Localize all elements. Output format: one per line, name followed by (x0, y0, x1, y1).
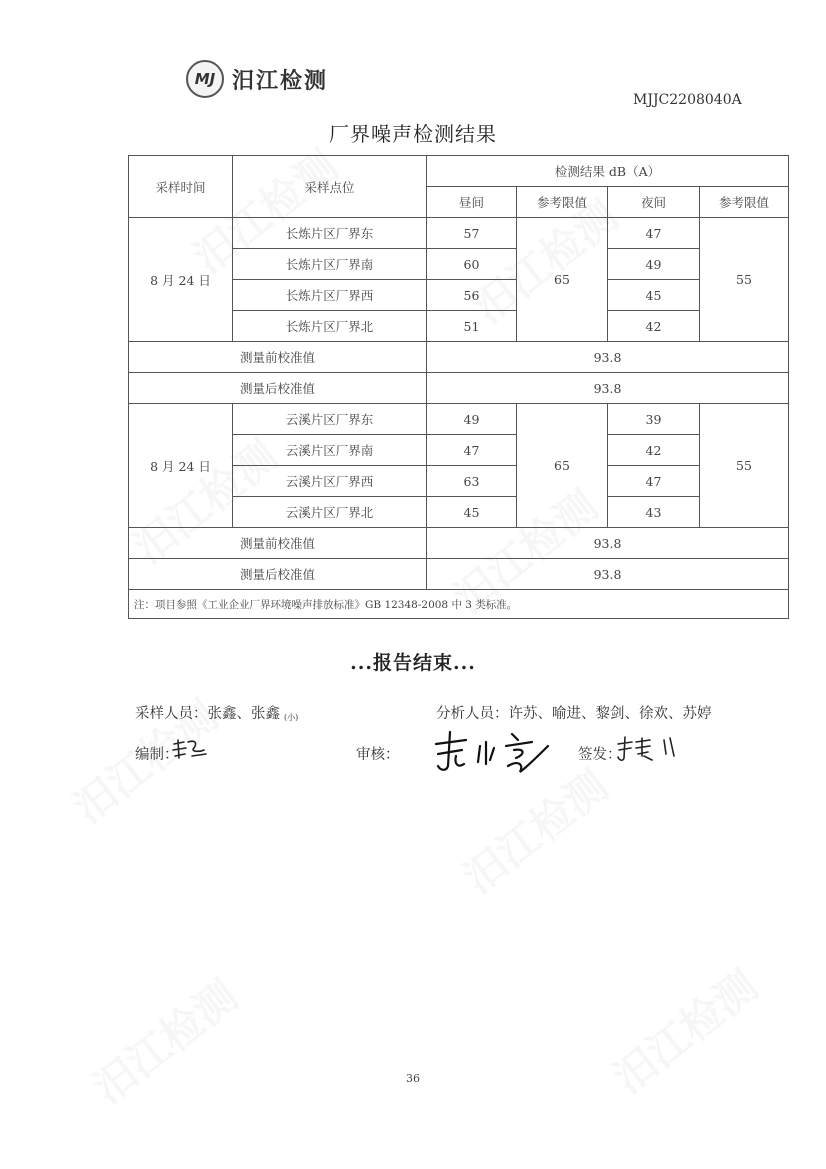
reviewer-signature (428, 726, 558, 778)
header-day: 昼间 (427, 187, 517, 218)
sampling-point: 长炼片区厂界西 (233, 280, 427, 311)
issuer-signature (614, 734, 684, 764)
sampling-point: 长炼片区厂界南 (233, 249, 427, 280)
day-value: 45 (427, 497, 517, 528)
night-value: 49 (608, 249, 700, 280)
analyst-label: 分析人员： (436, 706, 509, 722)
day-value: 49 (427, 404, 517, 435)
calibration-after-label: 测量后校准值 (129, 559, 427, 590)
calibration-before-label: 测量前校准值 (129, 528, 427, 559)
sampling-point: 云溪片区厂界西 (233, 466, 427, 497)
sampling-point: 云溪片区厂界东 (233, 404, 427, 435)
issuer-label: 签发： (578, 747, 622, 763)
noise-results-table (128, 155, 789, 619)
night-value: 47 (608, 466, 700, 497)
day-limit: 65 (517, 218, 608, 342)
night-value: 47 (608, 218, 700, 249)
day-value: 60 (427, 249, 517, 280)
sampler-label: 采样人员： (135, 706, 208, 722)
night-limit: 55 (700, 404, 789, 528)
day-value: 63 (427, 466, 517, 497)
night-value: 39 (608, 404, 700, 435)
logo-mark: MJ (194, 70, 216, 88)
company-logo (186, 60, 328, 98)
day-value: 56 (427, 280, 517, 311)
compiler-label: 编制： (135, 747, 179, 763)
sampling-point: 长炼片区厂界北 (233, 311, 427, 342)
header-day-limit: 参考限值 (517, 187, 608, 218)
analyst-names: 许苏、喻进、黎剑、徐欢、苏婷 (508, 706, 712, 722)
table-header-row (129, 156, 789, 187)
calibration-before-value: 93.8 (427, 342, 789, 373)
calibration-row (129, 528, 789, 559)
analyst-line (436, 702, 712, 723)
calibration-before-label: 测量前校准值 (129, 342, 427, 373)
calibration-after-value: 93.8 (427, 373, 789, 404)
sampling-point: 云溪片区厂界南 (233, 435, 427, 466)
night-value: 43 (608, 497, 700, 528)
day-value: 51 (427, 311, 517, 342)
calibration-before-value: 93.8 (427, 528, 789, 559)
compiler-signature (170, 736, 214, 764)
sampling-date: 8 月 24 日 (129, 404, 233, 528)
page-title: 厂界噪声检测结果 (329, 122, 497, 146)
night-value: 45 (608, 280, 700, 311)
night-value: 42 (608, 311, 700, 342)
note-row (129, 590, 789, 619)
night-value: 42 (608, 435, 700, 466)
table-note: 注：项目参照《工业企业厂界环境噪声排放标准》GB 12348-2008 中 3 类标准。 (129, 590, 789, 619)
sampler-names: 张鑫、张鑫 (207, 706, 280, 722)
sampling-point: 云溪片区厂界北 (233, 497, 427, 528)
calibration-row (129, 342, 789, 373)
sampling-date: 8 月 24 日 (129, 218, 233, 342)
calibration-row (129, 559, 789, 590)
sampler-line (135, 702, 298, 723)
night-limit: 55 (700, 218, 789, 342)
header-night-limit: 参考限值 (700, 187, 789, 218)
calibration-after-label: 测量后校准值 (129, 373, 427, 404)
day-value: 47 (427, 435, 517, 466)
table-row (129, 218, 789, 249)
header-sampling-point: 采样点位 (233, 156, 427, 218)
report-end: ...报告结束... (350, 652, 476, 674)
header-sampling-time: 采样时间 (129, 156, 233, 218)
watermark (79, 965, 248, 1116)
header-result-group: 检测结果 dB（A） (427, 156, 789, 187)
logo-badge-icon (186, 60, 224, 98)
calibration-row (129, 373, 789, 404)
sampling-point: 长炼片区厂界东 (233, 218, 427, 249)
sampler-sub-note: (小) (284, 713, 299, 722)
document-number: MJJC2208040A (633, 92, 742, 108)
day-limit: 65 (517, 404, 608, 528)
header-night: 夜间 (608, 187, 700, 218)
page-number: 36 (406, 1072, 420, 1085)
table-row (129, 404, 789, 435)
reviewer-label: 审核： (356, 747, 400, 763)
day-value: 57 (427, 218, 517, 249)
calibration-after-value: 93.8 (427, 559, 789, 590)
logo-name: 汨江检测 (232, 68, 329, 94)
